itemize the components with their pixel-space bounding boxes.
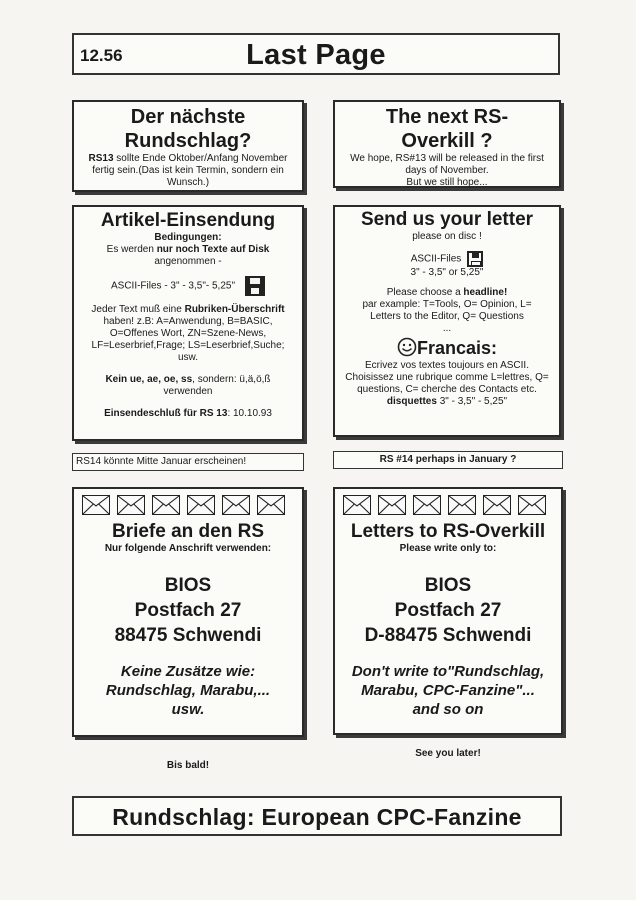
article-rubric-3: O=Offenes Wort, ZN=Szene-News,	[109, 328, 267, 339]
envelope-icon	[378, 495, 406, 515]
next-issue-de-title-1: Der nächste	[130, 106, 246, 128]
closing-en: See you later!	[415, 748, 481, 759]
francais-line-1: Ecrivez vos textes toujours en ASCII.	[365, 360, 529, 371]
notice-en-text: RS #14 perhaps in January ?	[379, 454, 517, 465]
francais-heading	[335, 336, 559, 360]
article-umlaut-1b: , sondern: ü,ä,ö,ß	[192, 374, 271, 385]
article-conditions: Bedingungen:	[154, 232, 222, 243]
send-letter-headline	[335, 287, 559, 299]
letters-en-note-1: Don't write to"Rundschlag,	[351, 663, 545, 680]
article-rubric-4: LF=Leserbrief,Frage; LS=Leserbrief,Suche;	[91, 340, 285, 351]
next-issue-en-title-1: The next RS-	[385, 106, 509, 128]
page-number: 12.56	[80, 46, 123, 65]
next-issue-en-text-3: But we still hope...	[406, 177, 488, 188]
letters-en-subtitle: Please write only to:	[399, 543, 497, 554]
article-rubric-2: haben! z.B: A=Anwendung, B=BASIC,	[103, 316, 273, 327]
next-issue-en-text-1: We hope, RS#13 will be released in the first	[350, 153, 544, 164]
francais-line-4b: 3" - 3,5" - 5,25"	[436, 396, 508, 407]
floppy-disk-icon	[245, 276, 265, 296]
next-issue-de-text-1a: sollte Ende Oktober/Anfang November	[113, 153, 288, 164]
letters-de-addr-1: BIOS	[164, 575, 212, 596]
next-issue-en-box	[333, 100, 561, 188]
envelope-icon	[152, 495, 180, 515]
letters-de-note-2: Rundschlag, Marabu,...	[105, 682, 271, 699]
letters-de-note-3: usw.	[171, 701, 205, 718]
article-deadline-b: : 10.10.93	[227, 408, 272, 419]
letters-de-addr-2: Postfach 27	[134, 600, 242, 621]
letters-en-box	[333, 487, 563, 735]
notice-de	[72, 453, 304, 471]
envelope-row	[335, 489, 561, 515]
letters-de-subtitle: Nur folgende Anschrift verwenden:	[104, 543, 272, 554]
envelope-icon	[187, 495, 215, 515]
footer-title: Rundschlag: European CPC-Fanzine	[112, 804, 522, 830]
letters-en-title: Letters to RS-Overkill	[350, 521, 546, 542]
envelope-icon	[222, 495, 250, 515]
article-rubric-5: usw.	[177, 352, 198, 363]
letters-en-addr-2: Postfach 27	[394, 600, 502, 621]
letters-de-note-1: Keine Zusätze wie:	[120, 663, 256, 680]
next-issue-en-text-2: days of November.	[405, 165, 489, 176]
letters-de-box	[72, 487, 304, 737]
article-rubric-1a: Jeder Text muß eine	[91, 304, 185, 315]
article-ascii: ASCII-Files - 3" - 3,5"- 5,25"	[110, 280, 236, 292]
letters-de-addr-3: 88475 Schwendi	[114, 625, 262, 646]
envelope-row	[74, 489, 302, 515]
page-title: Last Page	[246, 39, 386, 71]
send-letter-ascii-row	[335, 251, 559, 267]
footer-banner	[72, 796, 562, 836]
francais-line-2: Choisissez une rubrique comme L=lettres, Q=	[345, 372, 549, 383]
envelope-icon	[82, 495, 110, 515]
letters-en-note-3: and so on	[412, 701, 484, 718]
send-letter-hl-3: Letters to the Editor, Q= Questions	[370, 311, 524, 322]
closing-de: Bis bald!	[166, 760, 210, 771]
article-umlaut-2: verwenden	[163, 386, 213, 397]
send-letter-sub: please on disc !	[412, 231, 482, 242]
send-letter-ascii: ASCII-Files	[410, 253, 462, 265]
article-deadline-a: Einsendeschluß für RS 13	[104, 408, 228, 419]
article-line-1	[74, 244, 302, 256]
notice-en	[333, 451, 563, 469]
envelope-icon	[483, 495, 511, 515]
francais-line-4	[335, 396, 559, 408]
article-line-2: angenommen -	[154, 256, 222, 267]
article-submission-box	[72, 205, 304, 441]
francais-line-3: questions, C= cherche des Contacts etc.	[357, 384, 537, 395]
send-letter-title: Send us your letter	[360, 209, 534, 230]
article-umlaut-1	[74, 374, 302, 386]
send-letter-headline-a: Please choose a	[386, 287, 464, 298]
next-issue-de-box	[72, 100, 304, 192]
francais-line-4a: disquettes	[386, 396, 437, 407]
article-title: Artikel-Einsendung	[100, 210, 276, 231]
letters-en-addr-3: D-88475 Schwendi	[364, 625, 532, 646]
envelope-icon	[257, 495, 285, 515]
next-issue-de-text-1	[74, 153, 302, 165]
envelope-icon	[413, 495, 441, 515]
article-ascii-row	[74, 276, 302, 296]
article-deadline	[74, 408, 302, 420]
letters-en-addr-1: BIOS	[424, 575, 472, 596]
next-issue-de-lead: RS13	[88, 153, 114, 164]
envelope-icon	[343, 495, 371, 515]
next-issue-de-text-2: fertig sein.(Das ist kein Termin, sondern ein	[92, 165, 284, 176]
send-letter-sizes: 3" - 3,5" or 5,25"	[410, 267, 484, 278]
smiley-icon	[397, 337, 417, 357]
francais-title: Francais:	[416, 338, 498, 358]
next-issue-de-title-2: Rundschlag?	[124, 130, 252, 152]
envelope-icon	[518, 495, 546, 515]
next-issue-en-title-2: Overkill ?	[401, 130, 493, 152]
envelope-icon	[117, 495, 145, 515]
send-letter-box	[333, 205, 561, 437]
letters-de-title: Briefe an den RS	[111, 521, 265, 542]
send-letter-hl-2: par example: T=Tools, O= Opinion, L=	[362, 299, 532, 310]
notice-de-text: RS14 könnte Mitte Januar erscheinen!	[76, 456, 247, 467]
article-umlaut-1a: Kein ue, ae, oe, ss	[105, 374, 193, 385]
page-header	[72, 33, 560, 75]
send-letter-headline-b: headline!	[463, 287, 508, 298]
letters-en-note-2: Marabu, CPC-Fanzine"...	[361, 682, 535, 699]
send-letter-hl-4: ...	[442, 323, 452, 334]
envelope-icon	[448, 495, 476, 515]
article-rubric-1b: Rubriken-Überschrift	[184, 304, 285, 315]
next-issue-de-text-3: Wunsch.)	[166, 177, 210, 188]
article-line-1b: nur noch Texte auf Disk	[156, 244, 270, 255]
floppy-disk-icon	[467, 251, 483, 267]
article-line-1a: Es werden	[106, 244, 157, 255]
article-rubric-1	[74, 304, 302, 316]
